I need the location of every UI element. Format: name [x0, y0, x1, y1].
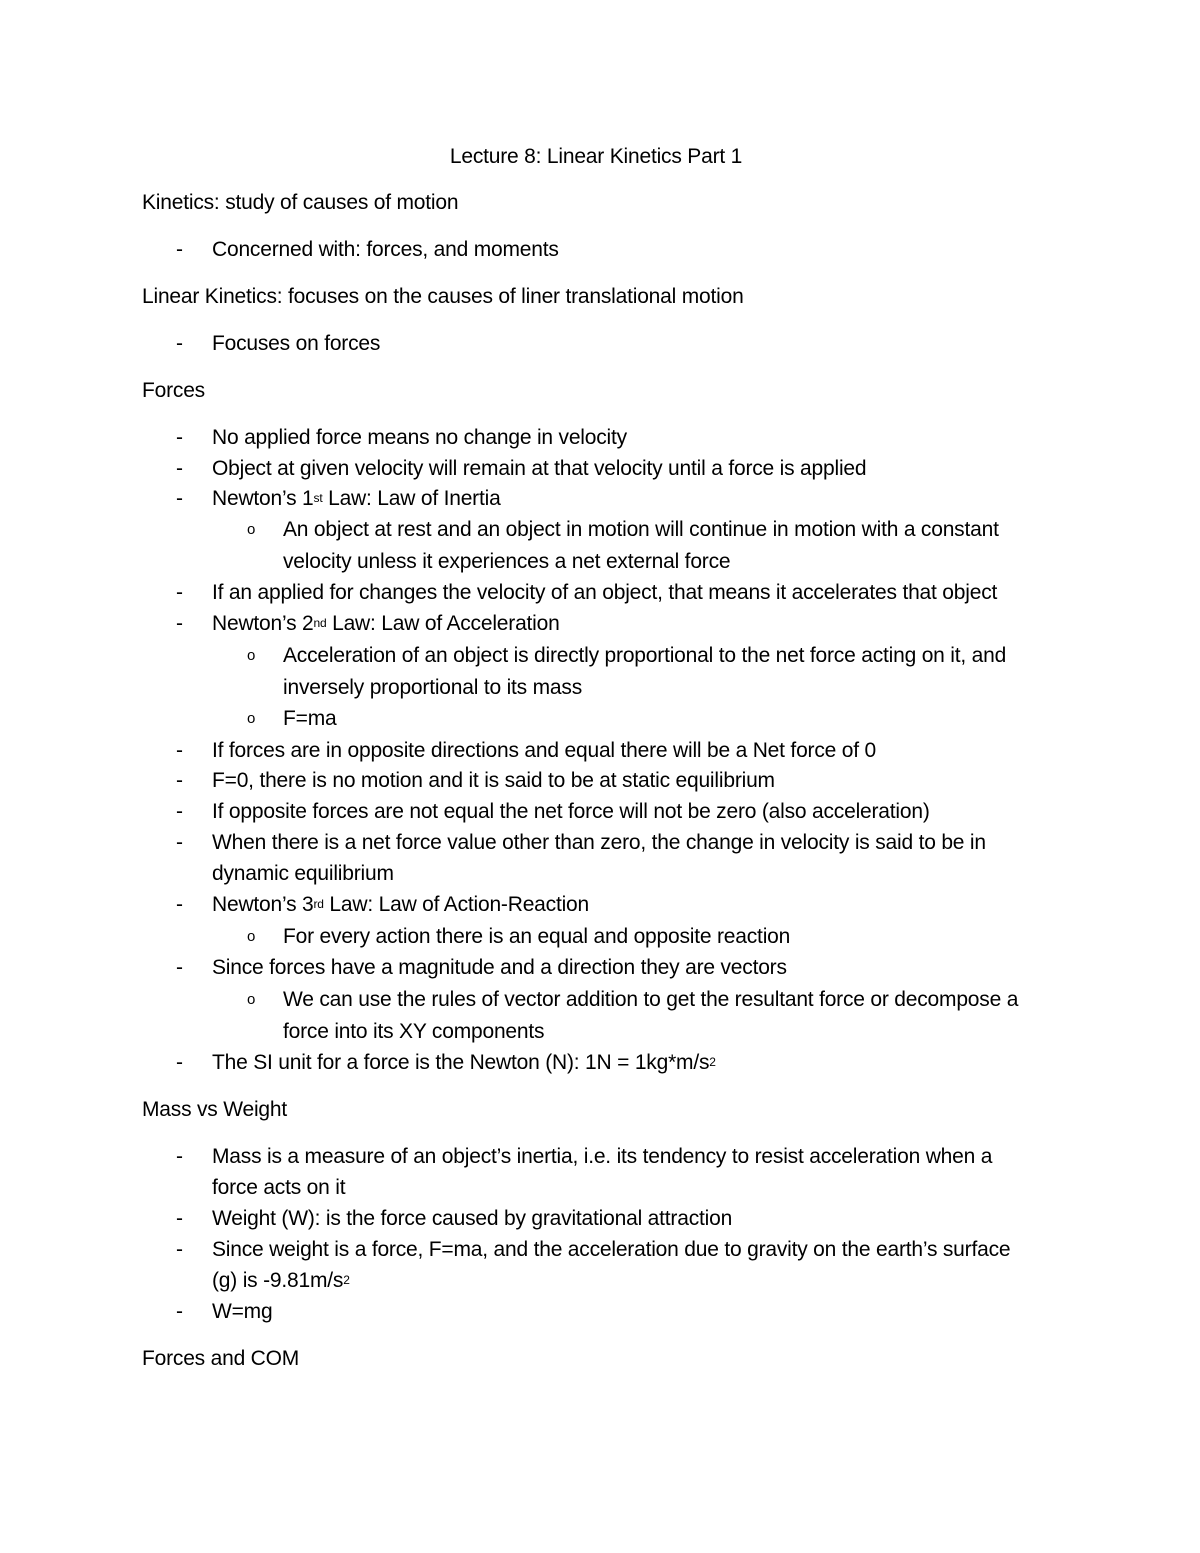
sub-list-item: Acceleration of an object is directly proportional to the net force acting on it, and — [283, 644, 1007, 667]
list-item: Since weight is a force, F=ma, and the acceleration due to gravity on the earth’s surface — [212, 1238, 1011, 1261]
list-item: Concerned with: forces, and moments — [212, 238, 559, 261]
bullet-marker: o — [247, 710, 256, 727]
dash-marker: - — [176, 457, 183, 480]
list-item: When there is a net force value other than zero, the change in velocity is said to be in — [212, 831, 986, 854]
dash-marker: - — [176, 1300, 183, 1323]
dash-marker: - — [176, 332, 183, 355]
dash-marker: - — [176, 831, 183, 854]
page-title: Lecture 8: Linear Kinetics Part 1 — [449, 145, 743, 168]
bullet-marker: o — [247, 521, 256, 538]
dash-marker: - — [176, 612, 183, 635]
sub-list-item: For every action there is an equal and opposite reaction — [283, 925, 791, 948]
list-item: Object at given velocity will remain at that velocity until a force is applied — [212, 457, 867, 480]
list-item-newton-1: Newton’s 1st Law: Law of Inertia — [212, 487, 501, 510]
heading-kinetics: Kinetics: study of causes of motion — [142, 191, 459, 214]
list-item: If an applied for changes the velocity of an object, that means it accelerates that object — [212, 581, 998, 604]
dash-marker: - — [176, 739, 183, 762]
list-item: Focuses on forces — [212, 332, 381, 355]
dash-marker: - — [176, 1207, 183, 1230]
dash-marker: - — [176, 956, 183, 979]
dash-marker: - — [176, 426, 183, 449]
dash-marker: - — [176, 769, 183, 792]
dash-marker: - — [176, 893, 183, 916]
bullet-marker: o — [247, 928, 256, 945]
heading-forces: Forces — [142, 379, 205, 402]
list-item: W=mg — [212, 1300, 273, 1323]
list-item: No applied force means no change in velocity — [212, 426, 627, 449]
list-item: If forces are in opposite directions and equal there will be a Net force of 0 — [212, 739, 876, 762]
dash-marker: - — [176, 1051, 183, 1074]
sub-list-item-continued: velocity unless it experiences a net external force — [283, 550, 731, 573]
dash-marker: - — [176, 1238, 183, 1261]
bullet-marker: o — [247, 647, 256, 664]
list-item: Mass is a measure of an object’s inertia, i.e. its tendency to resist acceleration when a — [212, 1145, 993, 1168]
dash-marker: - — [176, 800, 183, 823]
heading-forces-and-com: Forces and COM — [142, 1347, 300, 1370]
list-item-continued: (g) is $-9.81m/s^2$ — [212, 1269, 350, 1292]
sub-list-item: F=ma — [283, 707, 337, 730]
list-item-si-unit: The SI unit for a force is the Newton (N): $1N = 1kg*m/s^2$ — [212, 1051, 716, 1074]
sub-list-item-continued: force into its XY components — [283, 1020, 545, 1043]
list-item-continued: dynamic equilibrium — [212, 862, 394, 885]
list-item: F=0, there is no motion and it is said to be at static equilibrium — [212, 769, 775, 792]
list-item-newton-3: Newton’s 3rd Law: Law of Action-Reaction — [212, 893, 590, 916]
sub-list-item: An object at rest and an object in motion will continue in motion with a constant — [283, 518, 999, 541]
dash-marker: - — [176, 487, 183, 510]
dash-marker: - — [176, 238, 183, 261]
list-item-newton-2: Newton’s 2nd Law: Law of Acceleration — [212, 612, 560, 635]
sub-list-item: We can use the rules of vector addition to get the resultant force or decompose a — [283, 988, 1019, 1011]
heading-mass-vs-weight: Mass vs Weight — [142, 1098, 288, 1121]
dash-marker: - — [176, 1145, 183, 1168]
dash-marker: - — [176, 581, 183, 604]
sub-list-item-continued: inversely proportional to its mass — [283, 676, 582, 699]
list-item: Since forces have a magnitude and a direction they are vectors — [212, 956, 787, 979]
list-item: If opposite forces are not equal the net force will not be zero (also acceleration) — [212, 800, 930, 823]
list-item: Weight (W): is the force caused by gravitational attraction — [212, 1207, 733, 1230]
heading-linear-kinetics: Linear Kinetics: focuses on the causes of liner translational motion — [142, 285, 744, 308]
list-item-continued: force acts on it — [212, 1176, 346, 1199]
bullet-marker: o — [247, 991, 256, 1008]
